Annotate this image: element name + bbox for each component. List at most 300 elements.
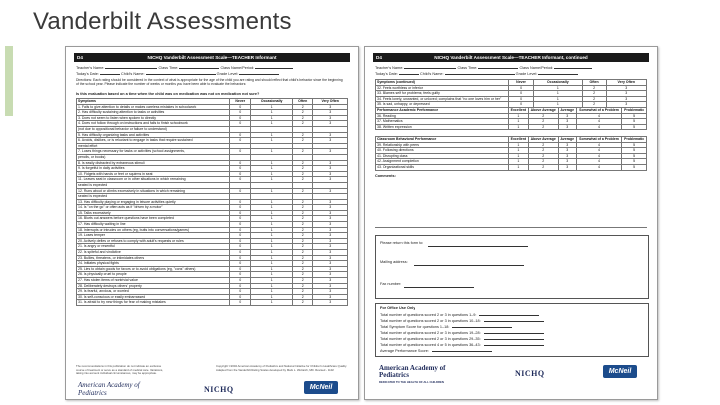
score-option[interactable]: 2 [292, 289, 312, 295]
score-option[interactable]: 1 [509, 153, 529, 159]
row-label: 33. Blames self for problems; feels guilty [376, 91, 509, 97]
score-option[interactable]: 3 [313, 166, 348, 172]
score-option[interactable]: 2 [292, 272, 312, 278]
symptom-label: 22. Is spiteful and vindictive [77, 250, 230, 256]
score-option[interactable]: 0 [230, 177, 251, 183]
score-option[interactable]: 1 [251, 250, 292, 256]
score-option[interactable]: 3 [313, 222, 348, 228]
score-option[interactable]: 2 [292, 255, 312, 261]
score-option[interactable]: 4 [576, 159, 622, 165]
score-option[interactable]: 2 [292, 115, 312, 121]
score-option[interactable]: 3 [313, 188, 348, 194]
score-option[interactable]: 2 [528, 124, 558, 130]
score-option[interactable]: 2 [528, 159, 558, 165]
score-option[interactable]: 2 [292, 188, 312, 194]
office-use-box [375, 303, 649, 357]
header-rating-label: Very Often [606, 80, 646, 86]
score-option[interactable]: 2 [292, 205, 312, 211]
score-option[interactable]: 2 [292, 238, 312, 244]
office-tally-label: Total number of questions scored 2 or 3 in questions 29–35: [380, 337, 481, 341]
score-option[interactable]: 0 [230, 199, 251, 205]
symptom-label: 20. Actively defies or refuses to comply with adult's requests or rules [77, 238, 230, 244]
teacher-name-label: Teacher's Name: [76, 66, 105, 70]
score-option[interactable]: 0 [230, 278, 251, 284]
score-option[interactable]: 3 [313, 266, 348, 272]
score-option[interactable]: 0 [230, 216, 251, 222]
score-option[interactable]: 3 [558, 113, 576, 119]
score-option[interactable]: 3 [313, 160, 348, 166]
header-section-label: Symptoms (continued) [376, 80, 509, 86]
score-option[interactable]: 1 [251, 199, 292, 205]
score-option[interactable]: 2 [528, 119, 558, 125]
symptom-label: 27. Has stolen items of nontrivial value [77, 278, 230, 284]
class-time-label: Class Time: [158, 66, 179, 70]
behavioral-performance-table [375, 136, 647, 171]
grade-level-label: Grade Level: [216, 72, 239, 76]
score-option[interactable]: 3 [606, 91, 646, 97]
score-option[interactable]: 0 [230, 171, 251, 177]
score-option[interactable]: 2 [292, 149, 312, 155]
symptom-label: 9. Is forgetful in daily activities [77, 166, 230, 172]
score-option[interactable]: 3 [558, 148, 576, 154]
score-option[interactable]: 2 [292, 261, 312, 267]
office-tally-line [380, 312, 539, 318]
score-option[interactable]: 0 [230, 233, 251, 239]
header-rating-label: Average [558, 108, 576, 114]
todays-date-label: Today's Date: [375, 72, 398, 76]
score-option[interactable]: 4 [576, 142, 622, 148]
score-option[interactable]: 3 [313, 205, 348, 211]
score-option[interactable]: 1 [251, 278, 292, 284]
score-option[interactable]: 4 [576, 124, 622, 130]
score-option[interactable]: 0 [230, 121, 251, 127]
score-option[interactable]: 5 [622, 153, 647, 159]
score-option[interactable]: 3 [313, 104, 348, 110]
score-option[interactable]: 1 [509, 159, 529, 165]
score-option[interactable]: 2 [292, 104, 312, 110]
symptom-label: 17. Has difficulty waiting in line [77, 222, 230, 228]
score-option[interactable]: 1 [251, 110, 292, 116]
score-option[interactable]: 2 [528, 113, 558, 119]
score-option[interactable]: 2 [582, 91, 606, 97]
office-tally-blank[interactable] [479, 312, 539, 316]
score-option[interactable]: 1 [251, 132, 292, 138]
score-option[interactable]: 2 [582, 96, 606, 102]
score-option[interactable]: 0 [230, 238, 251, 244]
directions-text: Directions: Each rating should be considered in the context of what is appropriate for the age of the child you are rating and should reflect that child's behavior since the beginning of the school year. Please indicate the number of weeks or months you have been able to evaluate the behaviors: [76, 78, 343, 87]
score-option[interactable]: 2 [292, 166, 312, 172]
score-option[interactable]: 1 [251, 289, 292, 295]
score-option[interactable]: 2 [292, 138, 312, 144]
score-option[interactable]: 5 [622, 164, 647, 170]
symptom-label: 4. Does not follow through on instructions and fails to finish schoolwork [77, 121, 230, 127]
score-option[interactable]: 3 [558, 164, 576, 170]
score-option[interactable]: 4 [576, 148, 622, 154]
office-tally-line [380, 336, 544, 342]
symptom-label: 15. Talks excessively [77, 210, 230, 216]
office-tally-label: Total number of questions scored 2 or 3 in questions 1–9: [380, 313, 477, 317]
score-option[interactable]: 3 [313, 283, 348, 289]
symptom-label: 7. Loses things necessary for tasks or activities (school assignments, [77, 149, 230, 155]
row-label: 37. Mathematics [376, 119, 509, 125]
score-option[interactable]: 2 [528, 142, 558, 148]
score-option[interactable]: 1 [251, 222, 292, 228]
office-tally-blank[interactable] [484, 342, 544, 346]
header-rating-label: Average [558, 137, 576, 143]
score-option[interactable]: 3 [313, 227, 348, 233]
score-option[interactable]: 3 [558, 142, 576, 148]
score-option[interactable]: 0 [230, 294, 251, 300]
score-option[interactable]: 2 [292, 227, 312, 233]
score-option[interactable]: 4 [576, 164, 622, 170]
header-rating-label: Excellent [509, 108, 529, 114]
score-option[interactable]: 1 [509, 164, 529, 170]
academic-performance-table [375, 107, 647, 130]
field-row-2 [76, 71, 348, 77]
score-option[interactable]: 0 [230, 188, 251, 194]
score-option[interactable]: 5 [622, 119, 647, 125]
score-option[interactable]: 2 [292, 121, 312, 127]
score-option[interactable]: 3 [313, 115, 348, 121]
score-option[interactable]: 1 [534, 96, 583, 102]
symptom-row [77, 300, 348, 306]
score-option[interactable]: 2 [292, 216, 312, 222]
score-option[interactable]: 0 [230, 166, 251, 172]
symptom-label: 3. Does not seem to listen when spoken to directly [77, 115, 230, 121]
score-option[interactable]: 2 [528, 148, 558, 154]
score-option[interactable]: 1 [509, 113, 529, 119]
score-option[interactable]: 5 [622, 148, 647, 154]
score-option[interactable]: 0 [230, 289, 251, 295]
score-option[interactable]: 1 [251, 233, 292, 239]
row-label: 36. Reading [376, 113, 509, 119]
score-option[interactable]: 1 [509, 124, 529, 130]
col-occasionally: Occasionally [251, 99, 292, 105]
class-period-label: Class Name/Period: [220, 66, 255, 70]
score-option[interactable]: 5 [622, 159, 647, 165]
todays-date-line [100, 71, 120, 75]
score-option[interactable]: 0 [230, 222, 251, 228]
score-option[interactable]: 3 [313, 278, 348, 284]
office-tally-blank[interactable] [452, 324, 512, 328]
row-label: 39. Relationship with peers [376, 142, 509, 148]
score-option[interactable]: 2 [292, 210, 312, 216]
score-option[interactable]: 3 [558, 159, 576, 165]
accent-bar [5, 46, 13, 116]
score-option[interactable]: 0 [230, 138, 251, 144]
score-option[interactable]: 3 [313, 255, 348, 261]
score-option[interactable]: 3 [606, 85, 646, 91]
todays-date-label: Today's Date: [76, 72, 99, 76]
teacher-name-line [105, 65, 157, 69]
symptom-label: seated is expected [77, 194, 230, 200]
nichq-logo: NICHQ [515, 369, 545, 378]
score-option[interactable]: 3 [313, 110, 348, 116]
score-option[interactable]: 2 [292, 199, 312, 205]
score-option[interactable]: 0 [230, 266, 251, 272]
symptom-label: 21. Is angry or resentful [77, 244, 230, 250]
score-option[interactable]: 1 [251, 149, 292, 155]
symptoms-continued-table [375, 79, 647, 108]
score-option[interactable]: 0 [230, 104, 251, 110]
score-option[interactable]: 3 [313, 233, 348, 239]
score-option[interactable]: 1 [251, 188, 292, 194]
score-option[interactable]: 2 [292, 233, 312, 239]
class-time-line [179, 65, 219, 69]
score-option[interactable]: 2 [292, 300, 312, 306]
score-option[interactable]: 2 [292, 177, 312, 183]
table-header-row [376, 137, 647, 143]
office-tally-blank[interactable] [484, 330, 544, 334]
score-option[interactable]: 1 [251, 104, 292, 110]
header-section-label: Performance Academic Performance [376, 108, 509, 114]
header-rating-label: Above Average [528, 137, 558, 143]
symptom-label: 8. Is easily distracted by extraneous stimuli [77, 160, 230, 166]
score-option[interactable]: 2 [292, 222, 312, 228]
score-option[interactable]: 2 [292, 132, 312, 138]
score-option[interactable]: 2 [292, 110, 312, 116]
header-rating-label: Often [582, 80, 606, 86]
score-option[interactable]: 1 [509, 148, 529, 154]
score-option[interactable]: 3 [313, 272, 348, 278]
score-option[interactable]: 3 [313, 121, 348, 127]
childs-name-label: Child's Name: [121, 72, 145, 76]
score-option[interactable]: 4 [576, 113, 622, 119]
table-row [376, 164, 647, 170]
form-code: D4 [77, 55, 83, 60]
score-option[interactable]: 0 [230, 227, 251, 233]
symptoms-table [76, 98, 348, 306]
office-tally-line [380, 348, 492, 354]
score-option[interactable]: 1 [251, 216, 292, 222]
score-option[interactable]: 3 [313, 250, 348, 256]
form-title: NICHQ Vanderbilt Assessment Scale—TEACHER Informant [147, 55, 277, 60]
symptom-label: 31. Is afraid to try new things for fear of making mistakes [77, 300, 230, 306]
score-option[interactable]: 0 [230, 300, 251, 306]
row-label: 35. Is sad, unhappy, or depressed [376, 102, 509, 108]
score-option[interactable]: 1 [251, 115, 292, 121]
header-rating-label: Never [509, 80, 534, 86]
score-option[interactable]: 2 [292, 278, 312, 284]
teacher-name-line [404, 65, 456, 69]
symptom-label: 11. Leaves seat in classroom or in other situations in which remaining [77, 177, 230, 183]
score-option[interactable]: 3 [313, 171, 348, 177]
form-title: NICHQ Vanderbilt Assessment Scale—TEACHER Informant, continued [434, 55, 588, 60]
score-option[interactable]: 3 [313, 177, 348, 183]
office-tally-label: Total number of questions scored 4 or 5 in questions 36–43: [380, 343, 481, 347]
score-option[interactable]: 1 [509, 119, 529, 125]
office-tally-blank[interactable] [432, 348, 492, 352]
return-label: Please return this form to: [380, 241, 424, 245]
row-label: 40. Following directions [376, 148, 509, 154]
office-use-title: For Office Use Only [380, 306, 416, 310]
score-option[interactable]: 2 [292, 294, 312, 300]
score-option[interactable]: 2 [528, 153, 558, 159]
score-option[interactable]: 3 [313, 238, 348, 244]
office-tally-label: Total number of questions scored 2 or 3 in questions 19–28: [380, 331, 481, 335]
symptom-label: 24. Initiates physical fights [77, 261, 230, 267]
office-tally-blank[interactable] [484, 336, 544, 340]
col-symptoms: Symptoms [77, 99, 230, 105]
symptom-label: mental effort [77, 143, 230, 149]
row-label: 34. Feels lonely, unwanted, or unloved; complains that "no one loves him or her" [376, 96, 509, 102]
aap-tagline: DEDICATED TO THE HEALTH OF ALL CHILDREN [379, 380, 444, 384]
symptom-label: 23. Bullies, threatens, or intimidates others [77, 255, 230, 261]
symptom-label: 10. Fidgets with hands or feet or squirms in seat [77, 171, 230, 177]
header-rating-label: Excellent [509, 137, 529, 143]
score-option[interactable]: 2 [582, 102, 606, 108]
score-option[interactable]: 3 [558, 124, 576, 130]
office-tally-line [380, 342, 544, 348]
score-option[interactable]: 1 [509, 142, 529, 148]
score-option[interactable]: 2 [582, 85, 606, 91]
score-option[interactable]: 3 [313, 138, 348, 144]
return-line[interactable] [428, 243, 528, 247]
score-option[interactable]: 1 [251, 160, 292, 166]
score-option[interactable]: 0 [230, 149, 251, 155]
score-option[interactable]: 3 [313, 199, 348, 205]
row-label: 32. Feels worthless or inferior [376, 85, 509, 91]
score-option[interactable]: 1 [251, 244, 292, 250]
score-option[interactable]: 1 [251, 166, 292, 172]
score-option[interactable]: 1 [251, 294, 292, 300]
score-option[interactable]: 1 [251, 238, 292, 244]
score-option[interactable]: 3 [313, 300, 348, 306]
class-period-line [554, 65, 592, 69]
score-option[interactable]: 4 [576, 153, 622, 159]
office-tally-blank[interactable] [484, 318, 544, 322]
score-option[interactable]: 3 [313, 132, 348, 138]
class-period-line [255, 65, 293, 69]
fax-label: Fax number: [380, 282, 402, 286]
score-option[interactable]: 1 [251, 177, 292, 183]
comments-area[interactable] [375, 181, 647, 228]
office-tally-label: Average Performance Score: [380, 349, 429, 353]
todays-date-line [399, 71, 419, 75]
score-option[interactable]: 3 [313, 216, 348, 222]
score-option[interactable]: 4 [576, 119, 622, 125]
score-option[interactable]: 2 [292, 171, 312, 177]
score-option[interactable]: 5 [622, 113, 647, 119]
score-option[interactable]: 1 [251, 171, 292, 177]
score-option[interactable]: 1 [251, 138, 292, 144]
col-never: Never [230, 99, 251, 105]
score-option[interactable]: 2 [292, 266, 312, 272]
row-label: 42. Assignment completion [376, 159, 509, 165]
score-option[interactable]: 1 [251, 255, 292, 261]
score-option[interactable]: 3 [558, 153, 576, 159]
childs-name-label: Child's Name: [420, 72, 444, 76]
header-rating-label: Somewhat of a Problem [576, 137, 622, 143]
score-option[interactable]: 2 [292, 250, 312, 256]
score-option[interactable]: 0 [230, 115, 251, 121]
comments-label: Comments: [375, 174, 396, 178]
score-option[interactable]: 0 [230, 210, 251, 216]
score-option[interactable]: 0 [230, 272, 251, 278]
score-option[interactable]: 0 [230, 250, 251, 256]
score-option[interactable]: 3 [313, 244, 348, 250]
aap-logo: American Academy of Pediatrics [379, 364, 446, 379]
score-option[interactable]: 0 [230, 255, 251, 261]
mcneil-logo: McNeil [304, 381, 338, 394]
score-option[interactable]: 3 [313, 210, 348, 216]
score-option[interactable]: 0 [509, 96, 534, 102]
childs-name-line [445, 71, 515, 75]
score-option[interactable]: 0 [230, 110, 251, 116]
teacher-form-page-2 [364, 46, 658, 400]
score-option[interactable]: 3 [313, 289, 348, 295]
score-option[interactable]: 3 [313, 149, 348, 155]
score-option[interactable]: 1 [251, 261, 292, 267]
row-label: 43. Organizational skills [376, 164, 509, 170]
score-option[interactable]: 1 [251, 266, 292, 272]
score-option[interactable]: 0 [230, 132, 251, 138]
score-option[interactable]: 0 [230, 244, 251, 250]
symptom-label: (not due to oppositional behavior or failure to understand) [77, 126, 230, 132]
score-option[interactable]: 0 [230, 261, 251, 267]
header-rating-label: Somewhat of a Problem [576, 108, 622, 114]
score-option[interactable]: 3 [606, 102, 646, 108]
symptom-label: 19. Loses temper [77, 233, 230, 239]
score-option[interactable]: 2 [292, 283, 312, 289]
symptom-label: 13. Has difficulty playing or engaging in leisure activities quietly [77, 199, 230, 205]
score-option[interactable]: 0 [509, 102, 534, 108]
symptom-label: 12. Runs about or climbs excessively in situations in which remaining [77, 188, 230, 194]
slide-title: Vanderbilt Assessments [33, 8, 292, 35]
score-option[interactable]: 0 [509, 91, 534, 97]
score-option[interactable]: 0 [509, 85, 534, 91]
score-option[interactable]: 1 [534, 102, 583, 108]
score-option[interactable]: 3 [606, 96, 646, 102]
score-option[interactable]: 1 [534, 91, 583, 97]
score-option[interactable]: 1 [251, 210, 292, 216]
score-option[interactable]: 1 [251, 227, 292, 233]
score-option[interactable]: 3 [558, 119, 576, 125]
mcneil-logo: McNeil [603, 365, 637, 378]
score-option[interactable]: 1 [534, 85, 583, 91]
office-tally-line [380, 330, 544, 336]
score-option[interactable]: 2 [528, 164, 558, 170]
score-option[interactable]: 5 [622, 124, 647, 130]
score-option[interactable]: 1 [251, 272, 292, 278]
header-rating-label: Occasionally [534, 80, 583, 86]
score-option[interactable]: 0 [230, 283, 251, 289]
row-label: 41. Disrupting class [376, 153, 509, 159]
symptom-label: 26. Is physically cruel to people [77, 272, 230, 278]
score-option[interactable]: 1 [251, 205, 292, 211]
mailing-line[interactable] [414, 262, 524, 266]
score-option[interactable]: 2 [292, 160, 312, 166]
field-row-2 [375, 71, 647, 77]
score-option[interactable]: 1 [251, 300, 292, 306]
symptom-label: 2. Has difficulty sustaining attention to tasks or activities [77, 110, 230, 116]
form-header-continued [373, 53, 649, 62]
score-option[interactable]: 3 [313, 294, 348, 300]
score-option[interactable]: 2 [292, 244, 312, 250]
score-option[interactable]: 1 [251, 121, 292, 127]
score-option[interactable]: 0 [230, 160, 251, 166]
header-rating-label: Problematic [622, 108, 647, 114]
score-option[interactable]: 3 [313, 261, 348, 267]
class-time-label: Class Time: [457, 66, 478, 70]
grade-level-line [239, 71, 279, 75]
score-option[interactable]: 1 [251, 283, 292, 289]
header-rating-label: Problematic [622, 137, 647, 143]
field-row-1 [76, 65, 348, 71]
score-option[interactable]: 5 [622, 142, 647, 148]
fax-line[interactable] [404, 284, 474, 288]
score-option[interactable]: 0 [230, 205, 251, 211]
